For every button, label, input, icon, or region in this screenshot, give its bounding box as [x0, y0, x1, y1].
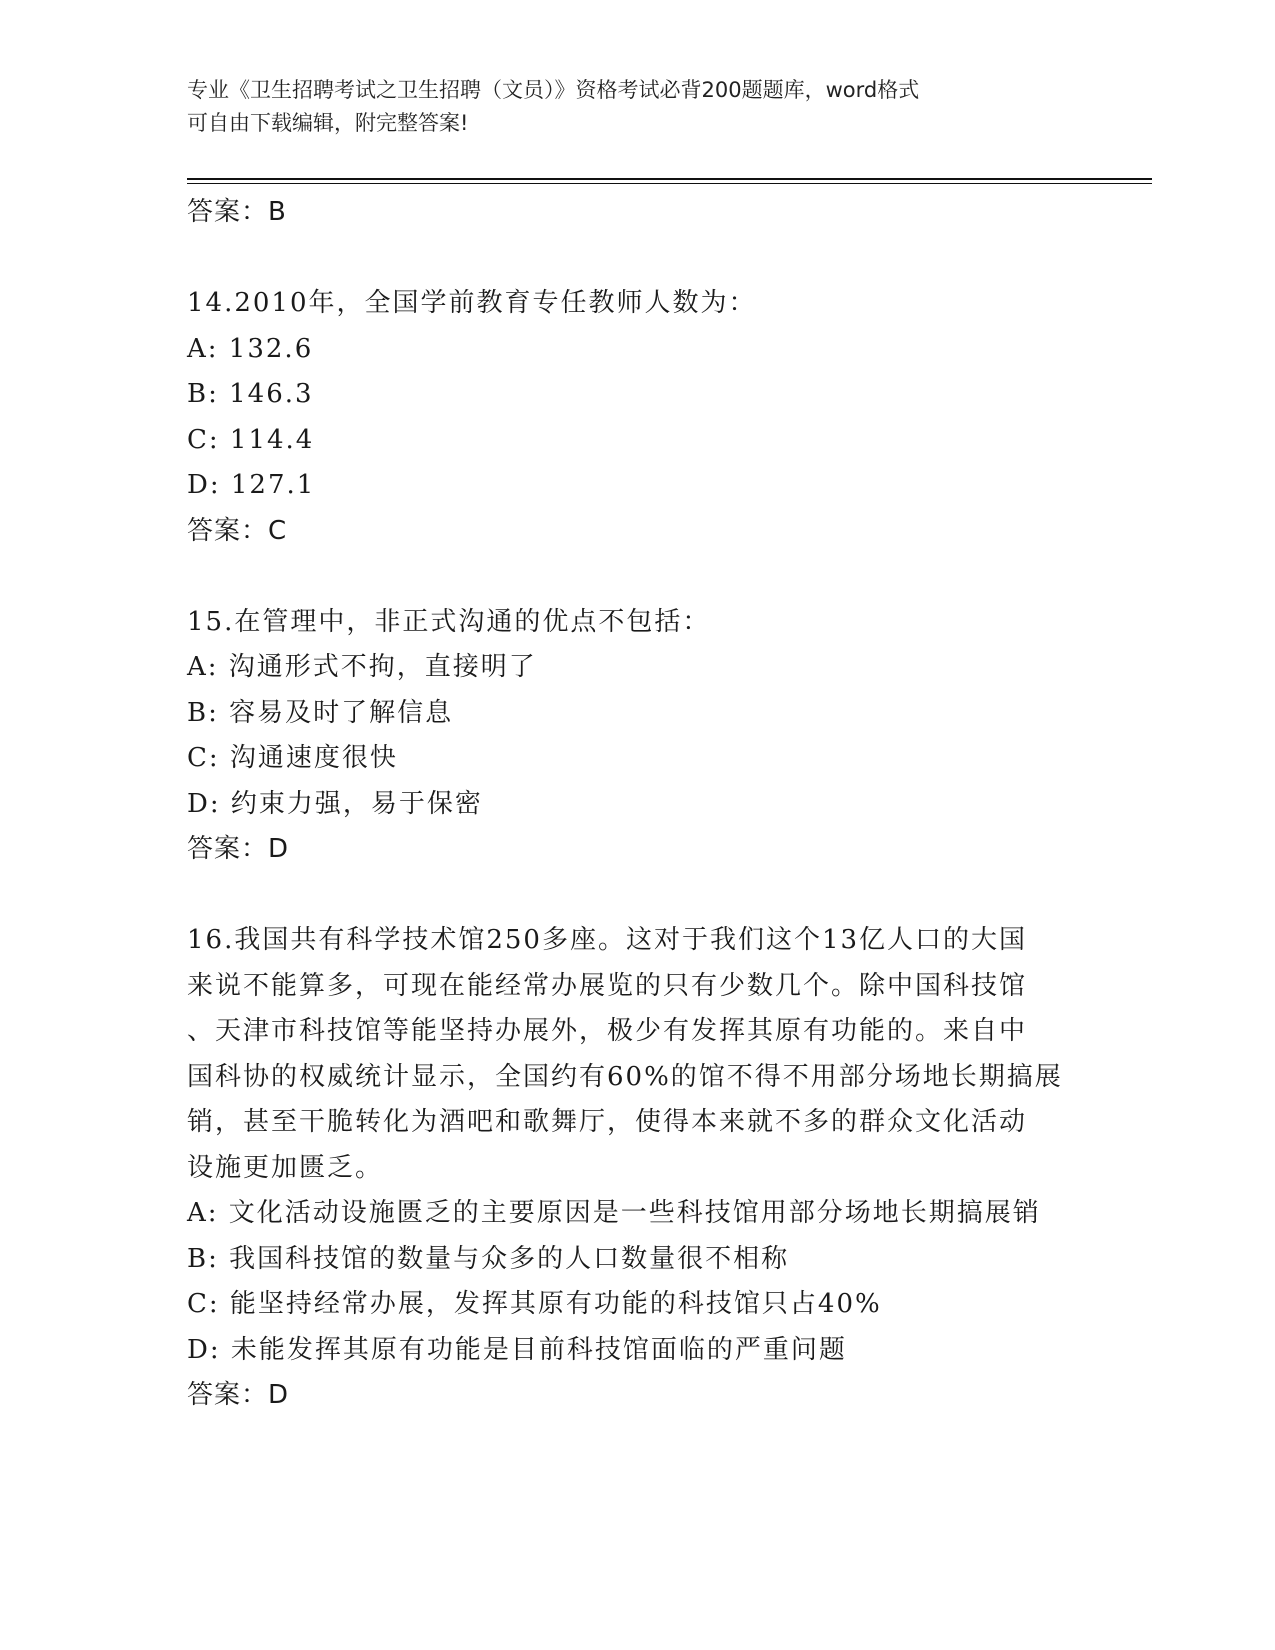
option-b: B: 容易及时了解信息 — [187, 697, 454, 728]
option-d: D: 未能发挥其原有功能是目前科技馆面临的严重问题 — [187, 1334, 847, 1365]
header-divider-thin — [187, 183, 1152, 184]
question-stem-line: 销，甚至干脆转化为酒吧和歌舞厅，使得本来就不多的群众文化活动 — [187, 1107, 1028, 1137]
question-14 — [187, 281, 1087, 554]
header-line-2: 可自由下载编辑，附完整答案! — [187, 111, 469, 135]
option-a: A: 文化活动设施匮乏的主要原因是一些科技馆用部分场地长期搞展销 — [187, 1198, 1041, 1228]
question-stem: 14.2010年，全国学前教育专任教师人数为： — [187, 288, 757, 318]
option-a: A: 132.6 — [187, 333, 314, 364]
spacer — [187, 236, 1087, 282]
document-header — [187, 74, 1087, 140]
question-stem-line: 设施更加匮乏。 — [187, 1152, 384, 1183]
question-stem: 15.在管理中，非正式沟通的优点不包括： — [187, 606, 711, 637]
option-d: D: 约束力强，易于保密 — [187, 788, 483, 819]
option-c: C: 能坚持经常办展，发挥其原有功能的科技馆只占40% — [187, 1289, 882, 1319]
question-stem-line: 来说不能算多，可现在能经常办展览的只有少数几个。除中国科技馆 — [187, 970, 1028, 1001]
question-15 — [187, 600, 1087, 873]
option-b: B: 我国科技馆的数量与众多的人口数量很不相称 — [187, 1243, 790, 1274]
option-c: C: 114.4 — [187, 424, 315, 455]
question-stem-line: 、天津市科技馆等能坚持办展外，极少有发挥其原有功能的。来自中 — [187, 1016, 1028, 1046]
header-divider-thick — [187, 178, 1152, 180]
question-stem-line: 国科协的权威统计显示，全国约有60%的馆不得不用部分场地长期搞展 — [187, 1061, 1063, 1092]
spacer — [187, 554, 1087, 600]
header-line-1: 专业《卫生招聘考试之卫生招聘（文员）》资格考试必背200题题库，word格式 — [187, 78, 920, 102]
option-b: B: 146.3 — [187, 379, 314, 409]
answer: 答案：C — [187, 515, 288, 546]
question-16 — [187, 918, 1087, 1419]
question-stem-line: 16.我国共有科学技术馆250多座。这对于我们这个13亿人口的大国 — [187, 925, 1028, 955]
option-a: A: 沟通形式不拘，直接明了 — [187, 652, 537, 682]
spacer — [187, 873, 1087, 919]
questions-content — [187, 190, 1087, 1419]
answer: 答案：D — [187, 834, 290, 864]
option-c: C: 沟通速度很快 — [187, 743, 398, 773]
previous-answer: 答案：B — [187, 197, 287, 227]
option-d: D: 127.1 — [187, 470, 316, 500]
answer: 答案：D — [187, 1380, 290, 1410]
